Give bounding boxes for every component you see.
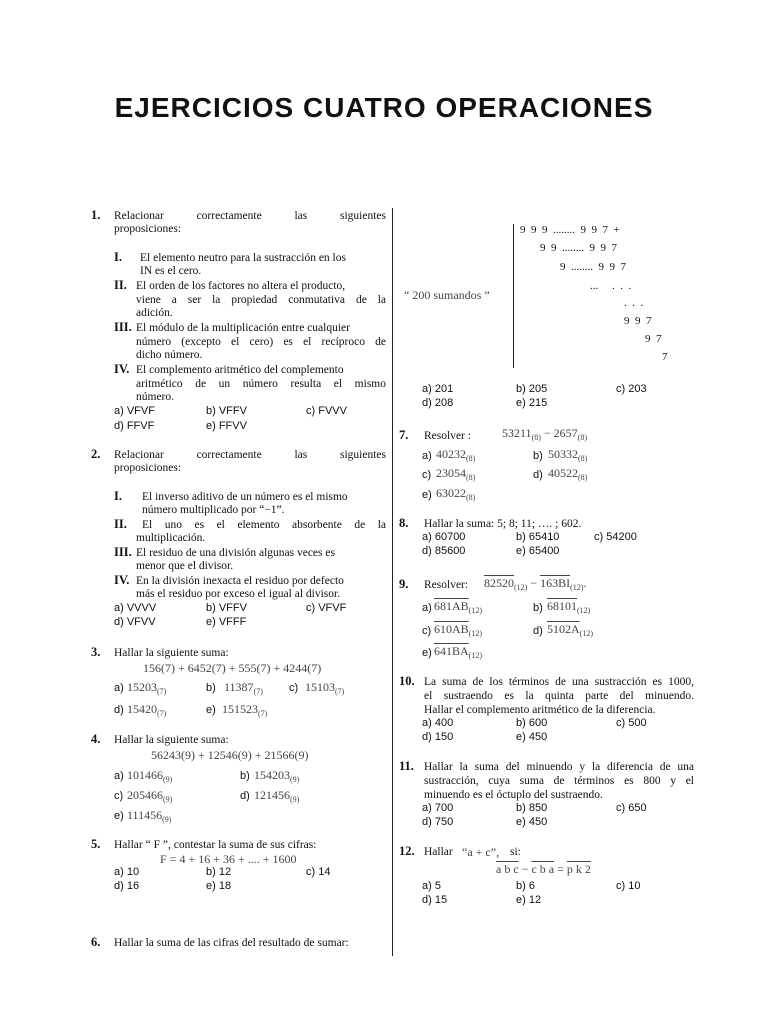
q4-option-e [127,808,171,827]
q4-option-b-value: 154203 [254,768,290,782]
q5-option-a: a) 10 [114,866,140,878]
sum-row-5: . . . [624,297,644,309]
q9-minus: − [530,576,538,590]
q9-option-c-value: 610AB [434,622,469,636]
q1-option-a: a) VFVF [114,405,155,417]
q11-line1: Hallar la suma del minuendo y la diferencia de una [424,761,694,773]
q1-option-b: b) VFFV [206,405,247,417]
q1-i-line1: El elemento neutro para la sustracción en los [140,252,346,264]
q7-option-a-value: 40232 [436,447,466,461]
q2-stem-line2: proposiciones: [114,462,182,474]
q7-term2: 2657 [553,426,578,440]
q1-iv-line1: El complemento aritmético del complemento [136,364,344,376]
q12-option-c: c) 10 [616,880,641,892]
q9-option-b-label: b) [533,602,543,614]
sum-row-8: 7 [662,351,668,363]
q6-number: 6. [91,935,101,949]
q12-cba: c b a [531,862,555,876]
q1-iii-line3: dicho número. [136,349,203,361]
q1-i-number: I. [114,250,122,264]
q4-base-e: (9) [162,815,172,824]
q11-option-b: b) 850 [516,802,548,814]
q4-option-d [254,788,299,807]
q1-iii-number: III. [114,320,132,334]
q11-option-e: e) 450 [516,816,548,828]
q2-ii-line1: El uno es el elemento absorbente de la [142,519,386,531]
q3-base-a: (7) [157,687,167,696]
q9-option-c [434,622,482,641]
q2-i-line1: El inverso aditivo de un número es el mismo [142,491,348,503]
column-divider [392,208,393,956]
q10-line2: el sustraendo es la quinta parte del minuendo. [424,690,694,702]
q3-option-b-value: 11387 [224,680,254,694]
q8-stem: Hallar la suma: 5; 8; 11; …. ; 602. [424,518,582,530]
q7-base-b: (8) [578,454,588,463]
q5-expression: F = 4 + 16 + 36 + .... + 1600 [160,852,297,866]
q4-option-a [127,768,172,787]
q3-base-b: (7) [253,687,263,696]
sum-row-2: 9 9 ........ 9 9 7 [540,242,617,254]
q11-line3: minuendo es el óctuplo del sustraendo. [424,789,603,801]
q3-option-b [224,680,263,699]
q7-option-b [548,447,587,466]
q1-option-c: c) FVVV [306,405,347,417]
q12-equation [496,862,591,876]
q3-option-e-label: e) [206,704,216,716]
q4-option-c-value: 205466 [127,788,163,802]
q1-iii-line1: El módulo de la multiplicación entre cualquier [136,322,350,334]
q3-option-c-label: c) [289,682,299,694]
q7-option-b-label: b) [533,450,543,462]
q6-stem: Hallar la suma de las cifras del resultado de sumar: [114,937,349,949]
sum-row-7: 9 7 [645,333,662,345]
q10-option-b: b) 600 [516,717,548,729]
q4-expression: 56243(9) + 12546(9) + 21566(9) [151,748,309,762]
q9-term2: 163BI [540,576,571,590]
q12-minus: − [521,862,529,876]
q1-stem-line1: Relacionar correctamente las siguientes [114,210,386,222]
q1-iv-line3: número. [136,391,175,403]
q9-option-d-label: d) [533,625,543,637]
q3-option-d-label: d) [114,704,124,716]
q1-iii-line2: número (excepto el cero) es el recíproco de [136,336,386,348]
q2-iii-number: III. [114,545,132,559]
q5-option-c: c) 14 [306,866,331,878]
q1-ii-number: II. [114,278,127,292]
q9-option-a-label: a) [422,602,432,614]
q2-i-number: I. [114,489,122,503]
q7-option-e [436,486,475,505]
q7-option-e-label: e) [422,489,432,501]
q9-base-a: (12) [468,606,482,615]
q4-base-d: (9) [290,795,300,804]
q2-option-b: b) VFFV [206,602,247,614]
q3-number: 3. [91,645,101,659]
q9-base-c: (12) [468,629,482,638]
q4-option-d-value: 121456 [254,788,290,802]
q1-ii-line3: adición. [136,307,173,319]
sum-row-1: 9 9 9 ........ 9 9 7 + [520,224,620,236]
q1-option-d: d) FFVF [114,420,155,432]
q4-base-c: (9) [163,795,173,804]
q3-option-e [222,702,267,721]
q11-line2: sustracción, cuya suma de términos es 800 y el [424,775,694,787]
q4-option-b [254,768,299,787]
q4-base-a: (9) [163,775,173,784]
q9-option-a [434,599,482,618]
q7-term1: 53211 [502,426,532,440]
q4-option-c-label: c) [114,790,124,802]
q7-option-d-label: d) [533,469,543,481]
q11-option-c: c) 650 [616,802,647,814]
q2-number: 2. [91,447,101,461]
q12-pk2: p k 2 [566,862,591,876]
sum-option-a: a) 201 [422,383,454,395]
q8-option-d: d) 85600 [422,545,466,557]
q4-option-e-label: e) [114,810,124,822]
q7-number: 7. [399,428,409,442]
q4-option-b-label: b) [240,770,250,782]
q7-option-a [436,447,475,466]
q1-iv-number: IV. [114,362,130,376]
q10-option-c: c) 500 [616,717,647,729]
q5-stem: Hallar “ F ”, contestar la suma de sus cifras: [114,839,317,851]
q4-option-a-label: a) [114,770,124,782]
q9-option-b [547,599,590,618]
q9-option-e [434,644,482,663]
q7-option-d [548,466,587,485]
q7-base-a: (8) [466,454,476,463]
sum-row-4: ... . . . [590,280,632,292]
q12-abc: a b c [496,862,519,876]
q9-base-b: (12) [577,606,591,615]
q7-option-c-label: c) [422,469,432,481]
q8-option-a: a) 60700 [422,531,466,543]
q5-option-e: e) 18 [206,880,232,892]
page-title: EJERCICIOS CUATRO OPERACIONES [114,92,654,123]
q9-base-d: (12) [579,629,593,638]
q3-option-d [127,702,166,721]
q7-minus: − [543,426,551,440]
q12-stem: Hallar [424,846,453,858]
sum-option-e: e) 215 [516,397,548,409]
q12-variable: “a + c”, [462,845,500,859]
q10-number: 10. [399,674,415,688]
q2-iii-line1: El residuo de una división algunas veces es [136,547,335,559]
q7-expression [502,426,587,445]
q2-iv-line1: En la división inexacta el residuo por defecto [136,575,344,587]
q7-base2: (8) [577,433,587,442]
q11-option-a: a) 700 [422,802,454,814]
q11-number: 11. [399,759,414,773]
q2-iii-line2: menor que el divisor. [136,560,234,572]
q7-option-c-value: 23054 [436,466,466,480]
q8-option-c: c) 54200 [594,531,637,543]
q9-option-b-value: 68101 [547,599,577,613]
q5-option-d: d) 16 [114,880,140,892]
sum-option-c: c) 203 [616,383,647,395]
q4-option-d-label: d) [240,790,250,802]
q7-base-d: (8) [578,473,588,482]
q7-base-c: (8) [466,473,476,482]
q2-ii-line2: multiplicación. [136,532,206,544]
q10-line1: La suma de los términos de una sustracción es 1000, [424,676,694,688]
q9-dot: . [583,576,587,590]
q3-base-d: (7) [157,709,167,718]
q7-option-e-value: 63022 [436,486,466,500]
q4-base-b: (9) [290,775,300,784]
q1-stem-line2: proposiciones: [114,223,182,235]
q3-stem: Hallar la siguiente suma: [114,647,229,659]
q2-iv-line2: más el residuo por exceso el igual al divisor. [136,588,341,600]
sum-option-b: b) 205 [516,383,548,395]
q1-i-line2: IN es el cero. [140,265,202,277]
q2-stem-line1: Relacionar correctamente las siguientes [114,449,386,461]
q3-option-a [127,680,166,699]
q12-option-e: e) 12 [516,894,542,906]
q1-ii-line2: viene a ser la propiedad conmutativa de la [136,294,386,306]
q9-expression [484,576,586,595]
q7-option-c [436,466,475,485]
q9-option-d-value: 5102A [547,622,580,636]
sum-row-3: 9 ........ 9 9 7 [560,261,626,273]
q3-option-c-value: 15103 [305,680,335,694]
q9-option-e-value: 641BA [434,644,469,658]
q10-option-d: d) 150 [422,731,454,743]
q7-option-a-label: a) [422,450,432,462]
q3-option-d-value: 15420 [127,702,157,716]
q4-option-e-value: 111456 [127,808,163,822]
q3-option-e-value: 151523 [222,702,258,716]
q2-iv-number: IV. [114,573,130,587]
q4-option-c [127,788,172,807]
q9-stem: Resolver: [424,579,469,591]
q10-line3: Hallar el complemento aritmético de la diferencia. [424,704,656,716]
q7-stem: Resolver : [424,430,471,442]
q9-option-a-value: 681AB [434,599,469,613]
q2-option-e: e) VFFF [206,616,247,628]
q3-option-a-value: 15203 [127,680,157,694]
q2-option-d: d) VFVV [114,616,156,628]
q9-base-e: (12) [468,651,482,660]
q8-option-b: b) 65410 [516,531,560,543]
q8-number: 8. [399,516,409,530]
q1-option-e: e) FFVV [206,420,247,432]
sum-brace [513,224,522,368]
q1-number: 1. [91,208,101,222]
q4-option-a-value: 101466 [127,768,163,782]
sum-count-label: “ 200 sumandos ” [404,288,490,302]
q7-option-d-value: 40522 [548,466,578,480]
sum-row-6: 9 9 7 [624,315,652,327]
q3-option-c [305,680,344,699]
q9-number: 9. [399,577,409,591]
q10-option-a: a) 400 [422,717,454,729]
q2-option-a: a) VVVV [114,602,157,614]
q5-number: 5. [91,837,101,851]
q4-number: 4. [91,732,101,746]
q7-option-b-value: 50332 [548,447,578,461]
q2-i-line2: número multiplicado por “−1”. [142,504,285,516]
q7-base-e: (8) [466,493,476,502]
q2-option-c: c) VFVF [306,602,347,614]
q12-option-d: d) 15 [422,894,448,906]
q3-base-e: (7) [258,709,268,718]
q12-si: si: [510,846,521,858]
q4-stem: Hallar la siguiente suma: [114,734,229,746]
q8-option-e: e) 65400 [516,545,560,557]
q5-option-b: b) 12 [206,866,232,878]
q11-option-d: d) 750 [422,816,454,828]
q3-base-c: (7) [335,687,345,696]
q10-option-e: e) 450 [516,731,548,743]
q1-iv-line2: aritmético de un número resulta el mismo [136,378,386,390]
q2-ii-number: II. [114,517,127,531]
q1-ii-line1: El orden de los factores no altera el producto, [136,280,346,292]
q9-base1: (12) [514,583,528,592]
q9-base2: (12) [570,583,584,592]
q12-equals: = [557,862,564,876]
q12-option-a: a) 5 [422,880,441,892]
q3-expression: 156(7) + 6452(7) + 555(7) + 4244(7) [143,661,322,675]
q9-option-c-label: c) [422,625,432,637]
q12-option-b: b) 6 [516,880,535,892]
q3-option-a-label: a) [114,682,124,694]
q12-number: 12. [399,844,415,858]
q7-base1: (8) [531,433,541,442]
q9-option-d [547,622,593,641]
q9-option-e-label: e) [422,647,432,659]
q3-option-b-label: b) [206,682,216,694]
sum-option-d: d) 208 [422,397,454,409]
q9-term1: 82520 [484,576,514,590]
